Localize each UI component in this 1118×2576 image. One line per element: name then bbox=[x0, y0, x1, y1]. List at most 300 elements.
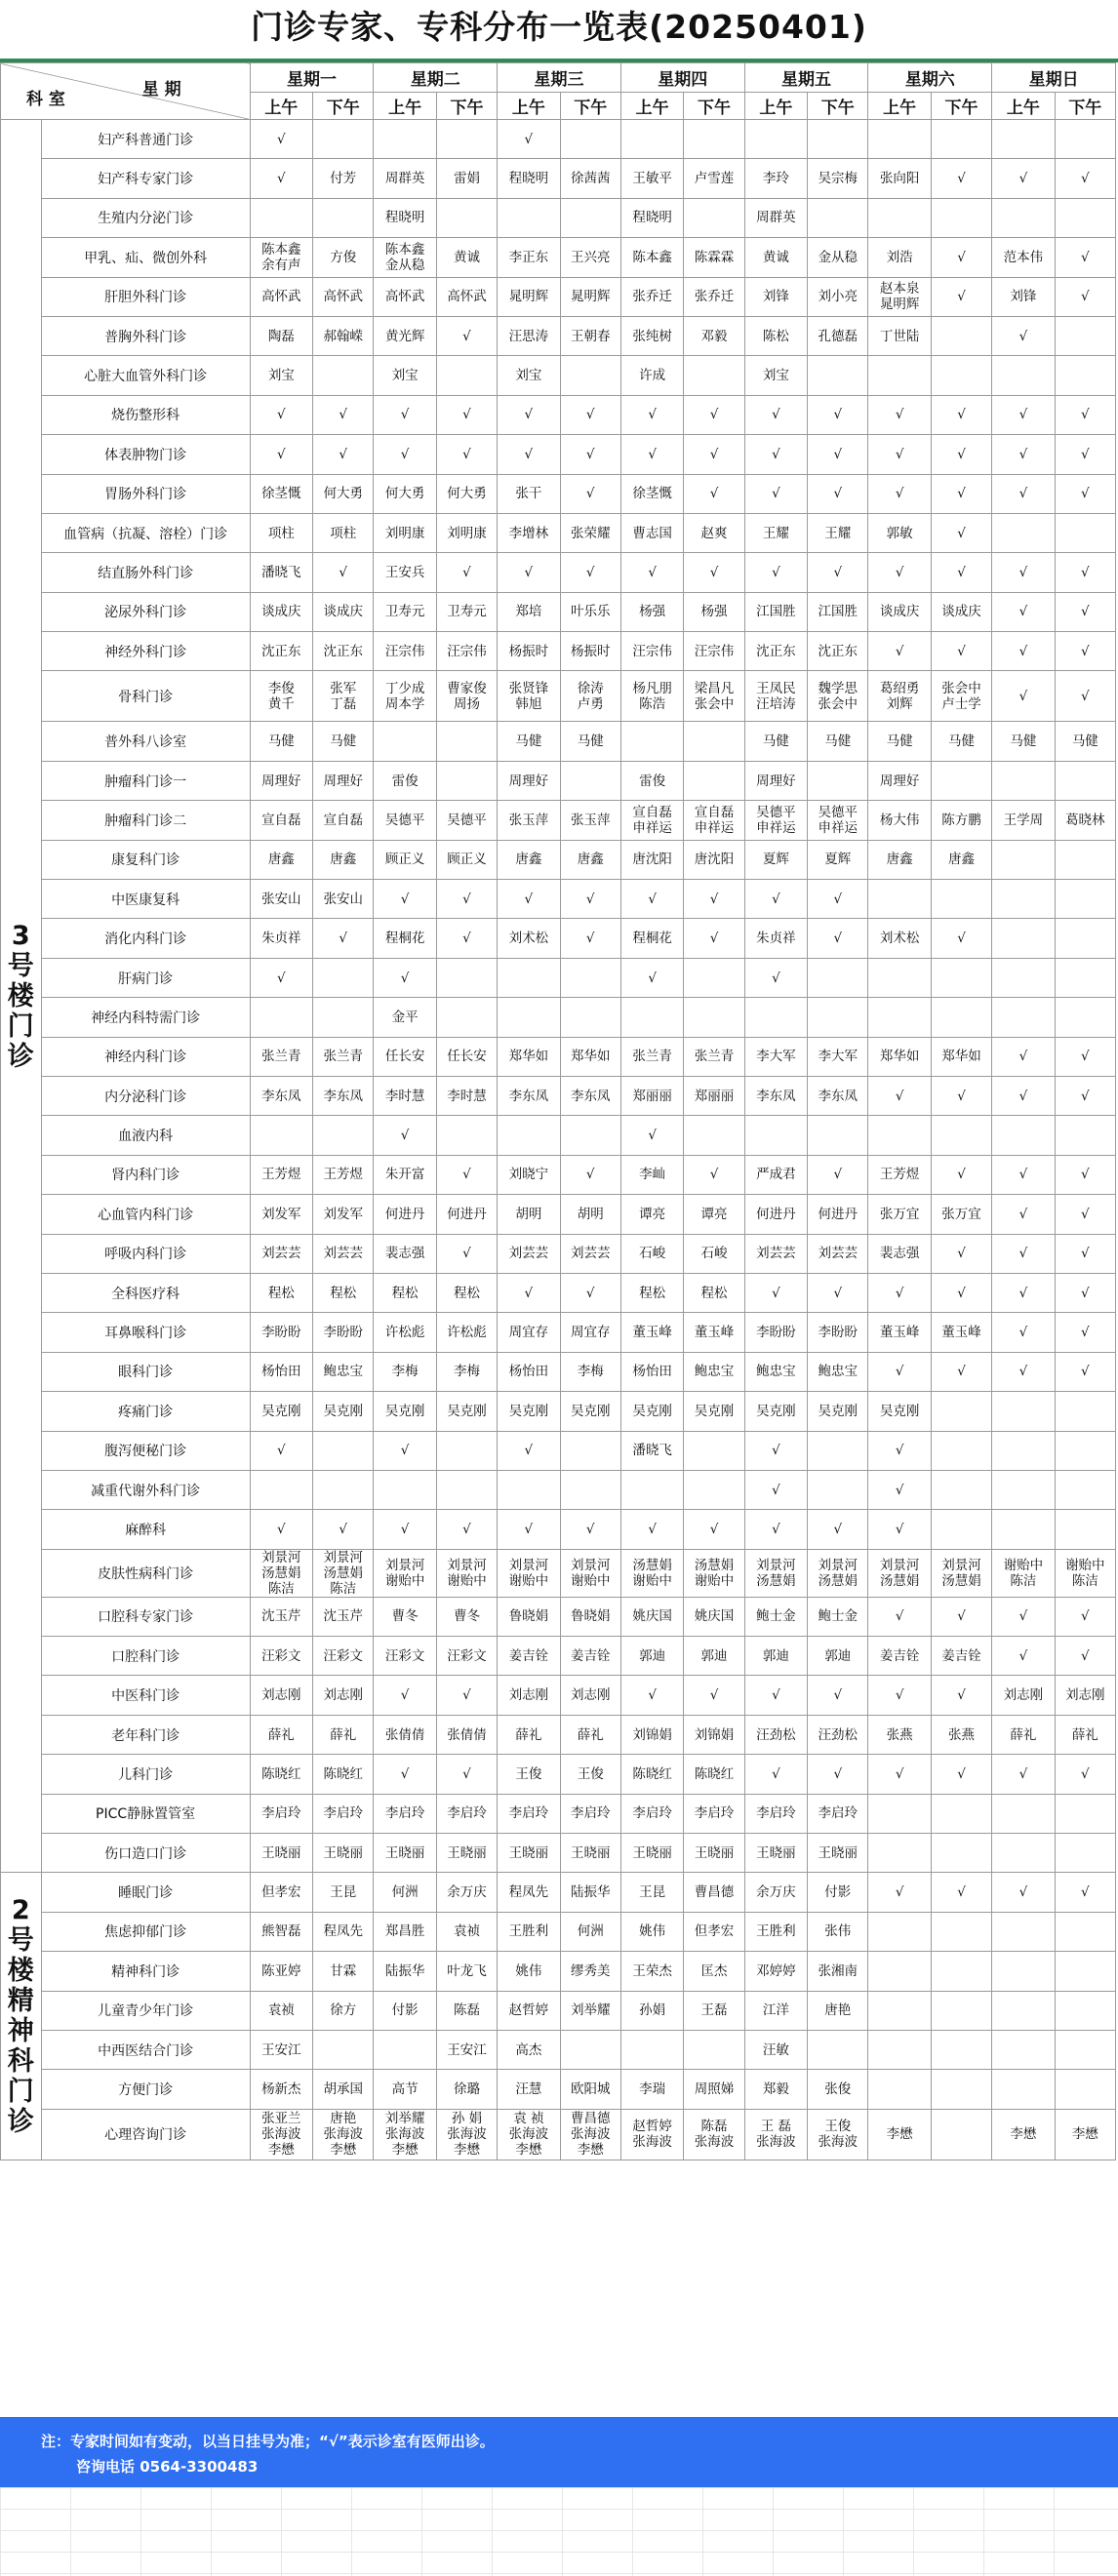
schedule-cell bbox=[684, 761, 744, 800]
schedule-cell bbox=[744, 998, 807, 1037]
schedule-cell: 刘景河 谢贻中 bbox=[498, 1549, 560, 1597]
table-row bbox=[1, 553, 1116, 592]
schedule-cell: 吴克刚 bbox=[684, 1392, 744, 1431]
schedule-cell: √ bbox=[250, 395, 312, 434]
schedule-cell: √ bbox=[868, 1076, 931, 1115]
schedule-cell: √ bbox=[992, 1037, 1055, 1076]
schedule-cell: 王耀 bbox=[744, 513, 807, 552]
schedule-cell: 卫寿元 bbox=[436, 592, 497, 631]
schedule-cell: 方俊 bbox=[313, 238, 374, 277]
schedule-cell: √ bbox=[620, 958, 683, 997]
schedule-cell: 许松彪 bbox=[374, 1313, 436, 1352]
table-row bbox=[1, 1431, 1116, 1470]
schedule-cell bbox=[1055, 2070, 1115, 2109]
schedule-cell: 石峻 bbox=[620, 1234, 683, 1273]
schedule-cell bbox=[808, 2030, 868, 2069]
schedule-cell: 梁昌凡 张会中 bbox=[684, 671, 744, 722]
table-row bbox=[1, 1392, 1116, 1431]
schedule-cell: 孔德磊 bbox=[808, 316, 868, 355]
schedule-cell: 李东凤 bbox=[498, 1076, 560, 1115]
schedule-cell: 但孝宏 bbox=[684, 1912, 744, 1951]
schedule-cell: 周宜存 bbox=[498, 1313, 560, 1352]
schedule-cell bbox=[313, 958, 374, 997]
schedule-cell: 王晓丽 bbox=[684, 1834, 744, 1873]
schedule-cell: 唐鑫 bbox=[313, 840, 374, 879]
schedule-cell: 陈晓红 bbox=[620, 1755, 683, 1794]
department-name: 体表肿物门诊 bbox=[41, 435, 250, 474]
schedule-cell: 刘景河 汤慧娟 陈洁 bbox=[250, 1549, 312, 1597]
department-name: 消化内科门诊 bbox=[41, 919, 250, 958]
schedule-cell bbox=[1055, 356, 1115, 395]
schedule-cell: 郭迪 bbox=[684, 1637, 744, 1676]
schedule-cell: 刘芸芸 bbox=[560, 1234, 620, 1273]
schedule-cell: 王昆 bbox=[313, 1873, 374, 1912]
footer-note: 注：专家时间如有变动，以当日挂号为准；“√”表示诊室有医师出诊。 bbox=[41, 2433, 495, 2450]
department-name: 结直肠外科门诊 bbox=[41, 553, 250, 592]
table-row bbox=[1, 2070, 1116, 2109]
schedule-cell: √ bbox=[808, 1510, 868, 1549]
schedule-cell: 李盼盼 bbox=[744, 1313, 807, 1352]
schedule-cell: 唐沈阳 bbox=[620, 840, 683, 879]
schedule-cell bbox=[684, 722, 744, 761]
schedule-cell: 王晓丽 bbox=[250, 1834, 312, 1873]
schedule-cell: 李东凤 bbox=[744, 1076, 807, 1115]
schedule-cell: 胡明 bbox=[498, 1195, 560, 1234]
schedule-cell: √ bbox=[931, 395, 991, 434]
schedule-cell: √ bbox=[744, 1431, 807, 1470]
schedule-cell: √ bbox=[808, 435, 868, 474]
table-row bbox=[1, 356, 1116, 395]
schedule-cell bbox=[868, 1991, 931, 2030]
schedule-cell: 雷娟 bbox=[436, 159, 497, 198]
spreadsheet-grid-background bbox=[0, 2487, 1118, 2576]
department-name: 妇产科普通门诊 bbox=[41, 120, 250, 159]
schedule-cell: √ bbox=[436, 395, 497, 434]
schedule-cell: 刘举耀 张海波 李懋 bbox=[374, 2109, 436, 2160]
schedule-cell: 但孝宏 bbox=[250, 1873, 312, 1912]
schedule-cell: 郑丽丽 bbox=[684, 1076, 744, 1115]
schedule-cell: 周宜存 bbox=[560, 1313, 620, 1352]
schedule-cell: 李启玲 bbox=[560, 1794, 620, 1833]
table-row bbox=[1, 159, 1116, 198]
schedule-cell: 魏学思 张会中 bbox=[808, 671, 868, 722]
schedule-cell: √ bbox=[931, 1597, 991, 1636]
header-am: 上午 bbox=[620, 93, 683, 120]
schedule-cell: 鲁晓娟 bbox=[560, 1597, 620, 1636]
schedule-cell: 刘景河 汤慧娟 bbox=[744, 1549, 807, 1597]
schedule-cell: 刘景河 汤慧娟 bbox=[868, 1549, 931, 1597]
schedule-cell: 程松 bbox=[684, 1273, 744, 1312]
schedule-cell: 吴宗梅 bbox=[808, 159, 868, 198]
schedule-cell: 王俊 bbox=[498, 1755, 560, 1794]
schedule-cell: 程晓明 bbox=[498, 159, 560, 198]
schedule-cell: 汪劲松 bbox=[744, 1715, 807, 1754]
schedule-cell: 唐鑫 bbox=[560, 840, 620, 879]
schedule-cell: 项柱 bbox=[250, 513, 312, 552]
table-row bbox=[1, 316, 1116, 355]
schedule-cell: 陈磊 bbox=[436, 1991, 497, 2030]
schedule-cell: 刘志刚 bbox=[498, 1676, 560, 1715]
schedule-table bbox=[0, 62, 1116, 2160]
schedule-cell: √ bbox=[560, 553, 620, 592]
schedule-cell: √ bbox=[498, 395, 560, 434]
schedule-cell: 杨强 bbox=[684, 592, 744, 631]
schedule-cell: √ bbox=[992, 1273, 1055, 1312]
schedule-cell: 陈松 bbox=[744, 316, 807, 355]
schedule-cell: 陈晓红 bbox=[250, 1755, 312, 1794]
table-row bbox=[1, 592, 1116, 631]
schedule-cell: 王昆 bbox=[620, 1873, 683, 1912]
schedule-cell: 陈霖霖 bbox=[684, 238, 744, 277]
schedule-cell: √ bbox=[808, 1273, 868, 1312]
schedule-cell: 鲍忠宝 bbox=[808, 1352, 868, 1391]
schedule-cell: 杨怡田 bbox=[250, 1352, 312, 1391]
schedule-cell: 汤慧娟 谢贻中 bbox=[684, 1549, 744, 1597]
schedule-cell: √ bbox=[931, 1873, 991, 1912]
schedule-cell: 曹志国 bbox=[620, 513, 683, 552]
schedule-cell: 吴克刚 bbox=[374, 1392, 436, 1431]
department-name: 血管病（抗凝、溶栓）门诊 bbox=[41, 513, 250, 552]
schedule-cell: 郑丽丽 bbox=[620, 1076, 683, 1115]
schedule-cell bbox=[992, 840, 1055, 879]
schedule-cell bbox=[931, 198, 991, 237]
schedule-cell: 王学周 bbox=[992, 801, 1055, 840]
schedule-cell bbox=[992, 919, 1055, 958]
schedule-cell: 郑华如 bbox=[868, 1037, 931, 1076]
schedule-cell: √ bbox=[374, 1755, 436, 1794]
schedule-cell: √ bbox=[684, 1510, 744, 1549]
schedule-cell bbox=[436, 998, 497, 1037]
schedule-cell: 董玉峰 bbox=[684, 1313, 744, 1352]
schedule-cell bbox=[808, 120, 868, 159]
schedule-cell bbox=[808, 1470, 868, 1509]
schedule-cell: 葛绍勇 刘辉 bbox=[868, 671, 931, 722]
schedule-cell: 薛礼 bbox=[250, 1715, 312, 1754]
table-row bbox=[1, 1794, 1116, 1833]
schedule-cell: 唐鑫 bbox=[498, 840, 560, 879]
table-row bbox=[1, 1470, 1116, 1509]
schedule-cell bbox=[931, 1116, 991, 1155]
department-name: 妇产科专家门诊 bbox=[41, 159, 250, 198]
schedule-cell: 王晓丽 bbox=[498, 1834, 560, 1873]
schedule-cell: 刘景河 谢贻中 bbox=[436, 1549, 497, 1597]
schedule-cell: √ bbox=[684, 1155, 744, 1194]
schedule-cell: 薛礼 bbox=[992, 1715, 1055, 1754]
schedule-cell: 丁世陆 bbox=[868, 316, 931, 355]
department-name: 精神科门诊 bbox=[41, 1952, 250, 1991]
department-name: 肝病门诊 bbox=[41, 958, 250, 997]
schedule-cell: 吴克刚 bbox=[498, 1392, 560, 1431]
schedule-cell: √ bbox=[1055, 553, 1115, 592]
table-row bbox=[1, 880, 1116, 919]
schedule-cell: √ bbox=[808, 1676, 868, 1715]
schedule-cell: 袁祯 bbox=[250, 1991, 312, 2030]
schedule-cell: √ bbox=[313, 435, 374, 474]
building-label: 3 号 楼 门 诊 bbox=[1, 120, 42, 1873]
schedule-cell bbox=[560, 1431, 620, 1470]
schedule-cell bbox=[1055, 1834, 1115, 1873]
schedule-cell: 李盼盼 bbox=[808, 1313, 868, 1352]
schedule-cell: √ bbox=[868, 1273, 931, 1312]
schedule-cell bbox=[313, 356, 374, 395]
schedule-cell: 刘宝 bbox=[744, 356, 807, 395]
day-header-sat: 星期六 bbox=[868, 63, 992, 93]
schedule-cell: 陈晓红 bbox=[313, 1755, 374, 1794]
schedule-cell: √ bbox=[868, 474, 931, 513]
schedule-cell bbox=[931, 958, 991, 997]
schedule-cell: √ bbox=[620, 1116, 683, 1155]
department-name: 睡眠门诊 bbox=[41, 1873, 250, 1912]
schedule-cell bbox=[436, 120, 497, 159]
schedule-cell: 徐璐 bbox=[436, 2070, 497, 2109]
schedule-cell: √ bbox=[560, 1155, 620, 1194]
schedule-cell: √ bbox=[992, 592, 1055, 631]
schedule-cell: √ bbox=[931, 474, 991, 513]
schedule-cell: √ bbox=[498, 1273, 560, 1312]
department-name: 耳鼻喉科门诊 bbox=[41, 1313, 250, 1352]
schedule-cell: 丁少成 周本学 bbox=[374, 671, 436, 722]
schedule-cell bbox=[620, 2030, 683, 2069]
schedule-cell: 汪敏 bbox=[744, 2030, 807, 2069]
schedule-cell: √ bbox=[436, 435, 497, 474]
schedule-cell: 陆振华 bbox=[560, 1873, 620, 1912]
schedule-cell: 刘景河 谢贻中 bbox=[560, 1549, 620, 1597]
table-row bbox=[1, 238, 1116, 277]
schedule-cell: 沈玉芹 bbox=[313, 1597, 374, 1636]
schedule-cell: √ bbox=[931, 1676, 991, 1715]
schedule-cell: √ bbox=[374, 435, 436, 474]
schedule-cell: 谢贻中 陈洁 bbox=[992, 1549, 1055, 1597]
schedule-cell: 刘宝 bbox=[498, 356, 560, 395]
schedule-cell: 刘宝 bbox=[250, 356, 312, 395]
schedule-cell: 谈成庆 bbox=[931, 592, 991, 631]
schedule-cell: 刘锦娟 bbox=[684, 1715, 744, 1754]
schedule-cell bbox=[808, 1431, 868, 1470]
week-label: 星 期 bbox=[141, 80, 181, 99]
schedule-cell bbox=[684, 958, 744, 997]
schedule-cell: 姜吉铨 bbox=[868, 1637, 931, 1676]
schedule-cell: 顾正义 bbox=[374, 840, 436, 879]
schedule-cell bbox=[620, 1470, 683, 1509]
schedule-cell bbox=[1055, 1510, 1115, 1549]
schedule-cell: 宣自磊 申祥运 bbox=[684, 801, 744, 840]
schedule-cell bbox=[250, 198, 312, 237]
schedule-cell bbox=[868, 1116, 931, 1155]
table-row bbox=[1, 761, 1116, 800]
schedule-cell: √ bbox=[374, 1510, 436, 1549]
schedule-cell: 王耀 bbox=[808, 513, 868, 552]
table-row bbox=[1, 395, 1116, 434]
schedule-cell bbox=[931, 316, 991, 355]
schedule-cell: 晁明辉 bbox=[560, 277, 620, 316]
dept-label: 科 室 bbox=[26, 90, 65, 109]
schedule-cell: 高怀武 bbox=[313, 277, 374, 316]
schedule-cell: 黄诚 bbox=[436, 238, 497, 277]
schedule-cell: 王敏平 bbox=[620, 159, 683, 198]
table-row bbox=[1, 1715, 1116, 1754]
schedule-cell bbox=[808, 198, 868, 237]
schedule-cell bbox=[868, 2070, 931, 2109]
schedule-cell: 吴克刚 bbox=[250, 1392, 312, 1431]
schedule-cell: √ bbox=[560, 1273, 620, 1312]
schedule-cell: √ bbox=[1055, 1037, 1115, 1076]
schedule-cell: √ bbox=[868, 395, 931, 434]
schedule-cell bbox=[808, 356, 868, 395]
department-name: 康复科门诊 bbox=[41, 840, 250, 879]
schedule-cell: 陈方鹏 bbox=[931, 801, 991, 840]
schedule-cell: 汪思涛 bbox=[498, 316, 560, 355]
schedule-cell: √ bbox=[808, 553, 868, 592]
schedule-cell: 付影 bbox=[374, 1991, 436, 2030]
schedule-cell: 匡杰 bbox=[684, 1952, 744, 1991]
schedule-cell: √ bbox=[744, 1470, 807, 1509]
schedule-cell: 陈磊 张海波 bbox=[684, 2109, 744, 2160]
schedule-cell bbox=[992, 998, 1055, 1037]
schedule-cell: 黄光辉 bbox=[374, 316, 436, 355]
schedule-cell: 程凤先 bbox=[498, 1873, 560, 1912]
schedule-cell: 鲍士金 bbox=[808, 1597, 868, 1636]
department-name: 全科医疗科 bbox=[41, 1273, 250, 1312]
schedule-cell: 马健 bbox=[560, 722, 620, 761]
schedule-cell bbox=[313, 120, 374, 159]
department-name: 肾内科门诊 bbox=[41, 1155, 250, 1194]
schedule-cell: √ bbox=[1055, 1234, 1115, 1273]
schedule-cell: 潘晓飞 bbox=[250, 553, 312, 592]
schedule-cell bbox=[498, 998, 560, 1037]
schedule-cell: 杨新杰 bbox=[250, 2070, 312, 2109]
schedule-cell: 马健 bbox=[992, 722, 1055, 761]
header-row-days bbox=[1, 63, 1116, 93]
schedule-cell: √ bbox=[808, 395, 868, 434]
schedule-cell: 张安山 bbox=[250, 880, 312, 919]
schedule-cell bbox=[992, 1952, 1055, 1991]
schedule-cell: 叶龙飞 bbox=[436, 1952, 497, 1991]
schedule-cell bbox=[931, 1392, 991, 1431]
department-name: 中医科门诊 bbox=[41, 1676, 250, 1715]
schedule-cell bbox=[931, 356, 991, 395]
schedule-cell bbox=[808, 958, 868, 997]
schedule-cell: 余万庆 bbox=[436, 1873, 497, 1912]
schedule-cell: 谈成庆 bbox=[868, 592, 931, 631]
schedule-cell: 王晓丽 bbox=[744, 1834, 807, 1873]
schedule-cell bbox=[992, 1912, 1055, 1951]
department-name: 皮肤性病科门诊 bbox=[41, 1549, 250, 1597]
schedule-cell bbox=[560, 1470, 620, 1509]
schedule-cell: 李大军 bbox=[744, 1037, 807, 1076]
department-name: 麻醉科 bbox=[41, 1510, 250, 1549]
schedule-cell bbox=[992, 1794, 1055, 1833]
schedule-cell bbox=[684, 120, 744, 159]
schedule-cell bbox=[313, 1470, 374, 1509]
schedule-cell: 王晓丽 bbox=[374, 1834, 436, 1873]
schedule-cell: √ bbox=[992, 1195, 1055, 1234]
schedule-cell: 李盼盼 bbox=[250, 1313, 312, 1352]
schedule-cell bbox=[744, 120, 807, 159]
schedule-cell: √ bbox=[684, 553, 744, 592]
schedule-cell: 卫寿元 bbox=[374, 592, 436, 631]
schedule-cell: √ bbox=[498, 435, 560, 474]
schedule-cell bbox=[498, 1470, 560, 1509]
schedule-cell: √ bbox=[992, 1637, 1055, 1676]
schedule-cell: 姜吉铨 bbox=[931, 1637, 991, 1676]
schedule-cell bbox=[250, 1470, 312, 1509]
schedule-cell: 郭迪 bbox=[808, 1637, 868, 1676]
schedule-cell: 刘志刚 bbox=[992, 1676, 1055, 1715]
schedule-cell: 唐鑫 bbox=[931, 840, 991, 879]
schedule-cell bbox=[684, 998, 744, 1037]
schedule-cell: 程晓明 bbox=[374, 198, 436, 237]
schedule-cell bbox=[931, 1991, 991, 2030]
schedule-cell bbox=[313, 198, 374, 237]
header-pm: 下午 bbox=[313, 93, 374, 120]
schedule-cell: 高杰 bbox=[498, 2030, 560, 2069]
schedule-cell: 刘发军 bbox=[313, 1195, 374, 1234]
schedule-cell: 陶磊 bbox=[250, 316, 312, 355]
schedule-cell: 李启玲 bbox=[808, 1794, 868, 1833]
day-header-fri: 星期五 bbox=[744, 63, 868, 93]
schedule-cell: √ bbox=[436, 1155, 497, 1194]
schedule-cell: 刘举耀 bbox=[560, 1991, 620, 2030]
schedule-cell: √ bbox=[1055, 435, 1115, 474]
schedule-cell: √ bbox=[498, 120, 560, 159]
schedule-cell: 吴德平 bbox=[436, 801, 497, 840]
schedule-cell: 姚伟 bbox=[498, 1952, 560, 1991]
schedule-cell: √ bbox=[250, 435, 312, 474]
department-name: 呼吸内科门诊 bbox=[41, 1234, 250, 1273]
schedule-cell: 缪秀美 bbox=[560, 1952, 620, 1991]
schedule-cell: 薛礼 bbox=[1055, 1715, 1115, 1754]
schedule-cell bbox=[313, 1431, 374, 1470]
schedule-cell: 曹昌德 bbox=[684, 1873, 744, 1912]
schedule-cell bbox=[1055, 2030, 1115, 2069]
schedule-cell: 李梅 bbox=[560, 1352, 620, 1391]
schedule-cell: 夏辉 bbox=[808, 840, 868, 879]
schedule-cell: √ bbox=[931, 513, 991, 552]
schedule-cell: 朱贞祥 bbox=[250, 919, 312, 958]
schedule-cell bbox=[992, 198, 1055, 237]
schedule-cell: 欧阳城 bbox=[560, 2070, 620, 2109]
schedule-cell bbox=[1055, 958, 1115, 997]
table-row bbox=[1, 840, 1116, 879]
table-row bbox=[1, 1676, 1116, 1715]
schedule-cell: √ bbox=[931, 919, 991, 958]
schedule-cell: 徐涛 卢勇 bbox=[560, 671, 620, 722]
schedule-cell: 吴德平 bbox=[374, 801, 436, 840]
schedule-cell: √ bbox=[250, 958, 312, 997]
day-header-tue: 星期二 bbox=[374, 63, 498, 93]
schedule-cell: 张荣耀 bbox=[560, 513, 620, 552]
schedule-cell: 赵本泉 晁明辉 bbox=[868, 277, 931, 316]
schedule-cell: √ bbox=[992, 553, 1055, 592]
schedule-cell: 杨怡田 bbox=[498, 1352, 560, 1391]
schedule-cell: 程松 bbox=[313, 1273, 374, 1312]
schedule-cell bbox=[931, 2109, 991, 2160]
table-row bbox=[1, 1873, 1116, 1912]
schedule-cell: 袁祯 bbox=[436, 1912, 497, 1951]
schedule-cell: 郑华如 bbox=[560, 1037, 620, 1076]
schedule-cell: √ bbox=[931, 1755, 991, 1794]
department-name: 肝胆外科门诊 bbox=[41, 277, 250, 316]
schedule-cell bbox=[498, 958, 560, 997]
schedule-cell bbox=[436, 1116, 497, 1155]
schedule-cell: 曹冬 bbox=[436, 1597, 497, 1636]
schedule-cell bbox=[374, 1470, 436, 1509]
schedule-cell: 李启玲 bbox=[620, 1794, 683, 1833]
schedule-cell: √ bbox=[620, 553, 683, 592]
schedule-cell: 张军 丁磊 bbox=[313, 671, 374, 722]
schedule-cell: 刘芸芸 bbox=[498, 1234, 560, 1273]
schedule-cell: √ bbox=[498, 880, 560, 919]
